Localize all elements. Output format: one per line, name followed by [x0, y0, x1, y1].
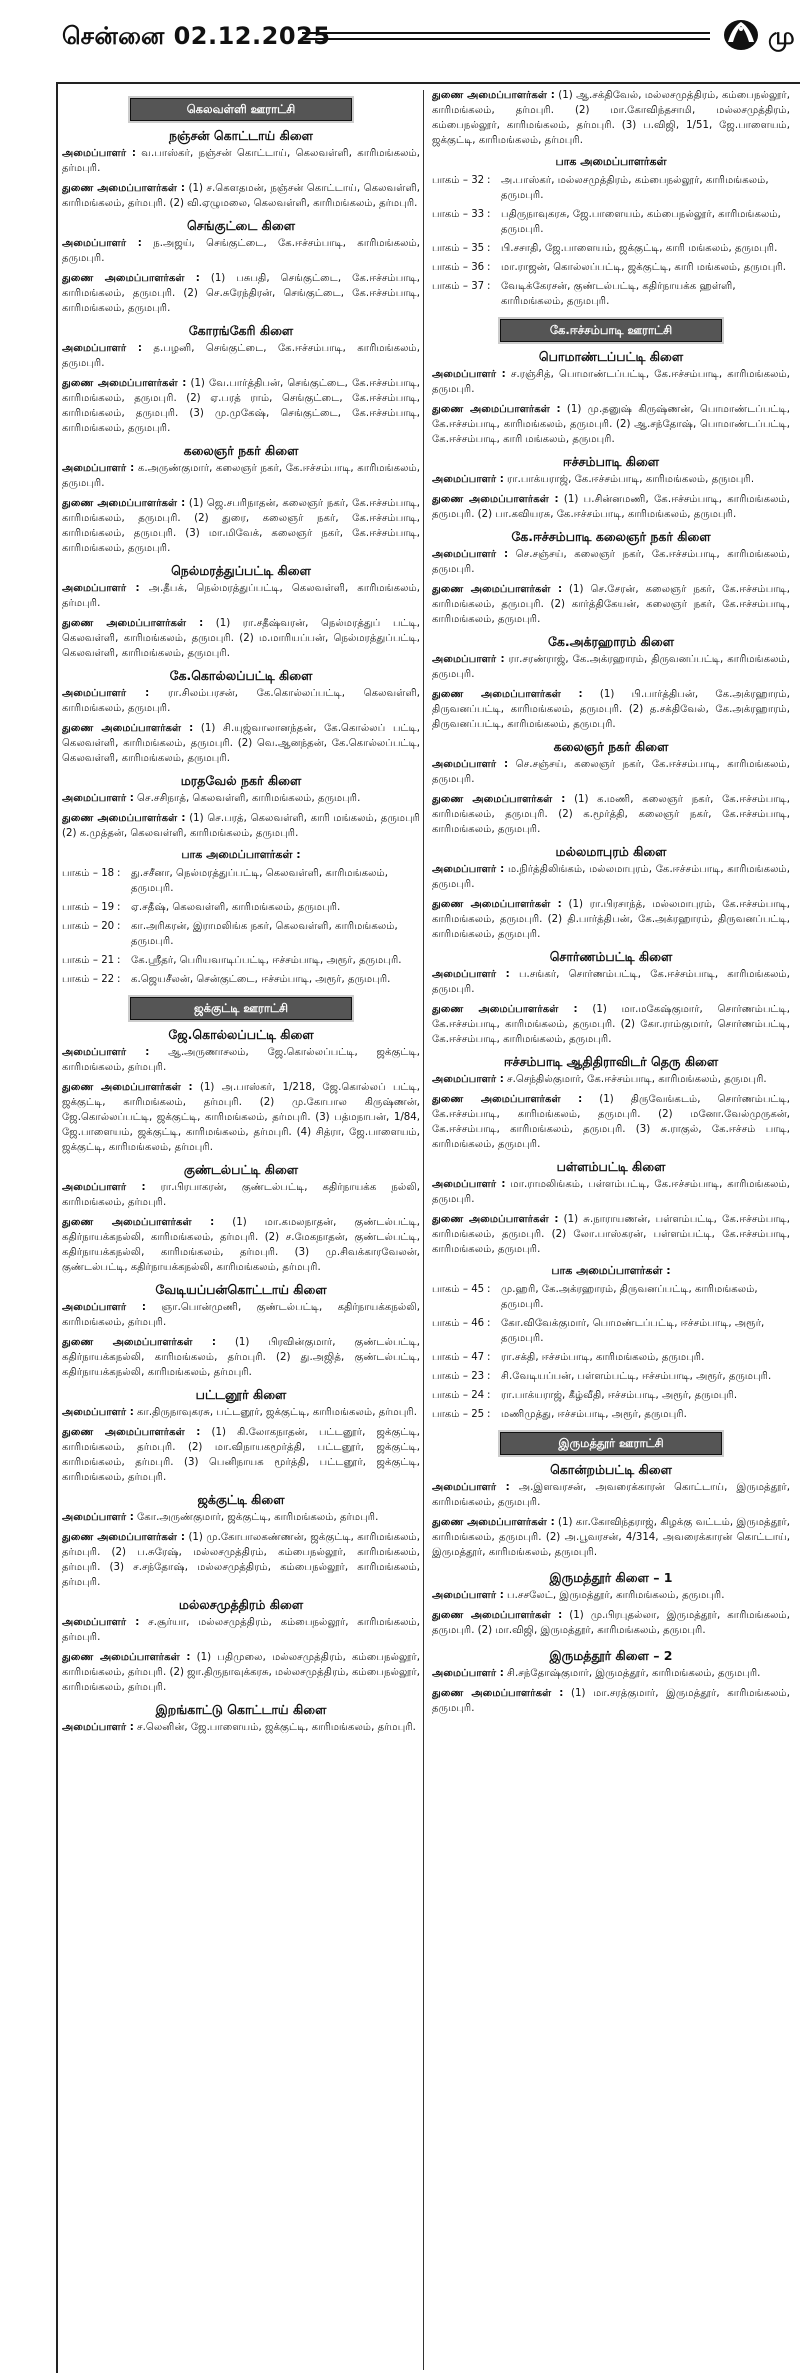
deputy-entry	[432, 1092, 790, 1152]
part-number: பாகம் – 47	[432, 1352, 485, 1363]
part-number: பாகம் – 46	[432, 1318, 485, 1329]
secretary-label: அமைப்பாளர் :	[62, 1512, 134, 1523]
left-column	[62, 88, 420, 2368]
part-row: பாகம் – 32 : அ.பாஸ்கர், மல்லசமுத்திரம், கம்பைநல்லூர், காரிமங்கலம், தருமபுரி.	[432, 173, 790, 203]
deputy-label: துணை அமைப்பாளர்கள் :	[432, 1094, 583, 1105]
deputy-names: (1) திருவேங்கடம், சொர்ணம்பட்டி, கே.ஈச்சம்பாடி, காரிமங்கலம், தருமபுரி. (2) மனோ.வேல்முருகன், கே.ஈச்சம்பாடி, காரிமங்கலம், தருமபுரி. (3) சு.ராகுல், கே.ஈச்சம் பாடி, காரிமங்கலம், தருமபுரி.	[432, 1094, 790, 1150]
deputy-entry	[432, 1212, 790, 1257]
part-number: பாகம் – 32	[432, 175, 485, 186]
deputy-entry	[432, 792, 790, 837]
secretary-label: அமைப்பாளர் :	[62, 1407, 134, 1418]
part-name: கோ.விவேக்குமார், பொமண்டப்பட்டி, ஈச்சம்பாடி, அரூர், தருமபுரி.	[501, 1318, 765, 1344]
deputy-entry	[62, 616, 420, 661]
part-name: க.ஜெயசீலன், சென்குட்டை, ஈச்சம்பாடி, அரூர், தருமபுரி.	[131, 974, 391, 985]
part-row: பாகம் – 36 : மா.ராஜன், கொல்லப்பட்டி, ஜக்குட்டி, காரி மங்கலம், தருமபுரி.	[432, 260, 790, 275]
deputy-names: (1) க.மணி, கலைஞர் நகர், கே.ஈச்சம்பாடி, காரிமங்கலம், தருமபுரி. (2) க.மூர்த்தி, கலைஞர் நகர், கே.ஈச்சம்பாடி, காரிமங்கலம், தருமபுரி.	[432, 794, 790, 835]
secretary-label: அமைப்பாளர் :	[62, 343, 142, 354]
secretary-name: அ.தீபக், நெல்மரத்துப்பட்டி, கெலவள்ளி, காரிமங்கலம், தர்மபுரி.	[62, 583, 420, 609]
secretary-label: அமைப்பாளர் :	[432, 759, 509, 770]
deputy-label: துணை அமைப்பாளர்கள் :	[432, 689, 583, 700]
part-number: பாகம் – 25	[432, 1409, 485, 1420]
deputy-label: துணை அமைப்பாளர்கள் :	[432, 1610, 563, 1621]
deputy-label: துணை அமைப்பாளர்கள் :	[432, 584, 563, 595]
page-header	[0, 0, 800, 70]
deputy-names: (1) வே.பார்த்திபன், செங்குட்டை, கே.ஈச்சம்பாடி, காரிமங்கலம், தருமபுரி. (2) ஏ.பரத் ராம், செங்குட்டை, கே.ஈச்சம்பாடி, காரிமங்கலம், தருமபுரி. (3) மு.முகேஷ், செங்குட்டை, கே.ஈச்சம்பாடி, காரிமங்கலம், தருமபுரி.	[62, 378, 420, 434]
secretary-name: ரா.சரண்ராஜ், கே.அக்ரஹாரம், திருவனப்பட்டி, காரிமங்கலம், தருமபுரி.	[432, 654, 790, 680]
deputy-names: (1) பி.பார்த்திபன், கே.அக்ரஹாரம், திருவனப்பட்டி, காரிமங்கலம், தருமபுரி. (2) த.சக்திவேல், கே.அக்ரஹாரம், திருவனப்பட்டி, காரிமங்கலம், தருமபுரி.	[432, 689, 790, 730]
deputy-entry	[62, 1080, 420, 1155]
branch-title: கே.அக்ரஹாரம் கிளை	[547, 634, 675, 649]
secretary-entry	[432, 1666, 790, 1681]
deputy-label: துணை அமைப்பாளர்கள் :	[432, 1004, 578, 1015]
deputy-names: (1) சு.நாராயணன், பள்ளம்பட்டி, கே.ஈச்சம்பாடி, காரிமங்கலம், தருமபுரி. (2) லோ.பாஸ்கரன், பள்ளம்பட்டி, கே.ஈச்சம்பாடி, காரிமங்கலம், தருமபுரி.	[432, 1214, 790, 1255]
deputy-entry	[62, 376, 420, 436]
branch-title: ஈச்சம்பாடி ஆதிதிராவிடர் தெரு கிளை	[503, 1054, 719, 1069]
deputy-label: துணை அமைப்பாளர்கள் :	[62, 1532, 185, 1543]
secretary-entry	[62, 1300, 420, 1330]
secretary-name: கா.திருநாவுகரசு, பட்டனூர், ஜக்குட்டி, காரிமங்கலம், தர்மபுரி.	[137, 1407, 417, 1418]
deputy-names: (1) செ.சேரன், கலைஞர் நகர், கே.ஈச்சம்பாடி, காரிமங்கலம், தருமபுரி. (2) கார்த்திகேயன், கலைஞர் நகர், கே.ஈச்சம்பாடி, காரிமங்கலம், தருமபுரி.	[432, 584, 790, 625]
branch-title: இருமத்தூர் கிளை – 1	[549, 1570, 673, 1585]
council-heading: கே.ஈச்சம்பாடி ஊராட்சி	[500, 319, 722, 342]
secretary-label: அமைப்பாளர் :	[432, 474, 504, 485]
secretary-label: அமைப்பாளர் :	[62, 148, 136, 159]
deputy-names: (1) மா.மகேஷ்குமார், சொர்ணம்பட்டி, கே.ஈச்சம்பாடி, காரிமங்கலம், தருமபுரி. (2) கோ.ராம்குமார், சொர்ணம்பட்டி, கே.ஈச்சம்பாடி, காரிமங்கலம், தருமபுரி.	[432, 1004, 790, 1045]
secretary-name: ப.சங்கர், சொர்ணம்பட்டி, கே.ஈச்சம்பாடி, காரிமங்கலம், தருமபுரி.	[432, 969, 790, 995]
deputy-names: (1) மா.சரத்குமார், இருமத்தூர், காரிமங்கலம், தருமபுரி.	[432, 1688, 790, 1714]
secretary-label: அமைப்பாளர் :	[62, 583, 140, 594]
secretary-entry	[62, 1045, 420, 1075]
part-number: பாகம் – 22	[62, 974, 115, 985]
deputy-label: துணை அமைப்பாளர்கள் :	[432, 1214, 559, 1225]
deputy-entry	[62, 181, 420, 211]
part-number: பாகம் – 45	[432, 1284, 485, 1295]
branch-title: கோரங்கேரி கிளை	[188, 323, 294, 338]
deputy-label: துணை அமைப்பாளர்கள் :	[62, 498, 186, 509]
deputy-label: துணை அமைப்பாளர்கள் :	[62, 813, 186, 824]
part-row: பாகம் – 24 : ரா.பாக்யராஜ், கீழ்வீதி, ஈச்சம்பாடி, அரூர், தருமபுரி.	[432, 1388, 790, 1403]
part-number: பாகம் – 35	[432, 243, 485, 254]
secretary-label: அமைப்பாளர் :	[432, 1668, 504, 1679]
deputy-names: (1) செ.பரத், கெலவள்ளி, காரி மங்கலம், தருமபுரி (2) க.முத்தன், கெலவள்ளி, காரிமங்கலம், தருமபுரி.	[62, 813, 420, 839]
deputy-entry	[62, 271, 420, 316]
secretary-entry	[432, 367, 790, 397]
secretary-name: செ.சஞ்சய், கலைஞர் நகர், கே.ஈச்சம்பாடி, காரிமங்கலம், தருமபுரி.	[432, 549, 790, 575]
council-heading: இருமத்தூர் ஊராட்சி	[500, 1432, 722, 1455]
secretary-entry	[432, 757, 790, 787]
deputy-label: துணை அமைப்பாளர்கள் :	[432, 1517, 555, 1528]
deputy-names: (1) ஜெ.சபரிநாதன், கலைஞர் நகர், கே.ஈச்சம்பாடி, காரிமங்கலம், தருமபுரி. (2) துரை, கலைஞர் நகர், கே.ஈச்சம்பாடி, காரிமங்கலம், தருமபுரி. (3) மா.மிவேக், கலைஞர் நகர், கே.ஈச்சம்பாடி, காரிமங்கலம், தருமபுரி.	[62, 498, 420, 554]
secretary-label: அமைப்பாளர் :	[62, 1182, 146, 1193]
secretary-label: அமைப்பாளர் :	[432, 654, 505, 665]
deputy-label: துணை அமைப்பாளர்கள் :	[62, 1337, 216, 1348]
part-row: பாகம் – 23 : சி.வேடியப்பன், பள்ளம்பட்டி, ஈச்சம்பாடி, அரூர், தருமபுரி.	[432, 1369, 790, 1384]
part-number: பாகம் – 37	[432, 281, 485, 292]
secretary-label: அமைப்பாளர் :	[432, 1074, 504, 1085]
part-name: ரா.பாக்யராஜ், கீழ்வீதி, ஈச்சம்பாடி, அரூர், தருமபுரி.	[501, 1390, 738, 1401]
part-name: கா.அரிகரன், இராமலிங்க நகர், கெலவள்ளி, காரிமங்கலம், தருமபுரி.	[131, 921, 398, 947]
deputy-entry	[432, 1608, 790, 1638]
branch-title: வேடியப்பன்கொட்டாய் கிளை	[155, 1282, 327, 1297]
branch-title: நெல்மரத்துப்பட்டி கிளை	[171, 563, 311, 578]
branch-title: பட்டனூர் கிளை	[195, 1387, 287, 1402]
deputy-label: துணை அமைப்பாளர்கள் :	[62, 1082, 193, 1093]
secretary-label: அமைப்பாளர் :	[432, 549, 509, 560]
secretary-name: செ.சசிநாத், கெலவள்ளி, காரிமங்கலம், தருமபுரி.	[137, 793, 361, 804]
deputy-entry	[432, 402, 790, 447]
branch-title: பள்ளம்பட்டி கிளை	[556, 1159, 666, 1174]
deputy-names: (1) பிரவின்குமார், குண்டல்பட்டி, கதிர்நாயக்கநல்லி, காரிமங்கலம், தர்மபுரி. (2) து.அஜித், குண்டல்பட்டி, கதிர்நாயக்கநல்லி, காரிமங்கலம், தர்மபுரி.	[62, 1337, 420, 1378]
deputy-entry	[62, 1335, 420, 1380]
part-row: பாகம் – 25 : மணிமுத்து, ஈச்சம்பாடி, அரூர், தருமபுரி.	[432, 1407, 790, 1422]
secretary-name: ச.ரஞ்சித், பொமாண்டப்பட்டி, கே.ஈச்சம்பாடி, காரிமங்கலம், தருமபுரி.	[432, 369, 790, 395]
deputy-entry	[432, 582, 790, 627]
part-number: பாகம் – 23	[432, 1371, 485, 1382]
secretary-name: கோ.அருண்குமார், ஜக்குட்டி, காரிமங்கலம், தர்மபுரி.	[137, 1512, 379, 1523]
deputy-entry	[62, 496, 420, 556]
secretary-entry	[62, 341, 420, 371]
part-heading: பாக அமைப்பாளர்கள்	[555, 155, 667, 168]
deputy-entry	[62, 1215, 420, 1275]
deputy-names: (1) அ.பாஸ்கர், 1/218, ஜே.கொல்லப் பட்டி, ஜக்குட்டி, காரிமங்கலம், தர்மபுரி. (2) மு.கோபால கிருஷ்ணன், ஜே.கொல்லப்பட்டி, ஜக்குட்டி, காரிமங்கலம், தர்மபுரி. (3) பத்மநாபன், 1/84, ஜே.பாளையம், ஜக்குட்டி, காரிமங்கலம், தர்மபுரி. (4) சித்ரா, ஜே.பாளையம், ஜக்குட்டி, காரிமங்கலம், தர்மபுரி.	[62, 1082, 420, 1153]
part-number: பாகம் – 24	[432, 1390, 485, 1401]
secretary-label: அமைப்பாளர் :	[62, 463, 135, 474]
secretary-name: செ.சஞ்சய், கலைஞர் நகர், கே.ஈச்சம்பாடி, காரிமங்கலம், தருமபுரி.	[432, 759, 790, 785]
branch-title: ஜக்குட்டி கிளை	[197, 1492, 285, 1507]
secretary-label: அமைப்பாளர் :	[62, 238, 142, 249]
deputy-entry	[432, 1515, 790, 1560]
column-divider	[423, 90, 424, 2370]
deputy-entry	[432, 1686, 790, 1716]
deputy-entry	[62, 811, 420, 841]
right-column	[432, 88, 790, 2368]
secretary-name: அ.இளவரசன், அவரைக்காரன் கொட்டாய், இருமத்தூர், காரிமங்கலம், தருமபுரி.	[432, 1482, 790, 1508]
secretary-name: ஞா.பொன்முணி, குண்டல்பட்டி, கதிர்நாயக்கநல்லி, காரிமங்கலம், தர்மபுரி.	[62, 1302, 420, 1328]
council-heading: கெலவள்ளி ஊராட்சி	[130, 98, 352, 121]
deputy-names: (1) மு.கோபாலகண்ணன், ஜக்குட்டி, காரிமங்கலம், தர்மபுரி. (2) ப.சுரேஷ், மல்லசமுத்திரம், கம்பைநல்லூர், காரிமங்கலம், தர்மபுரி. (3) ச.சந்தோஷ், மல்லசமுத்திரம், கம்பைநல்லூர், காரிமங்கலம், தர்மபுரி.	[62, 1532, 420, 1588]
secretary-name: ச.லெனின், ஜே.பாளையம், ஜக்குட்டி, காரிமங்கலம், தர்மபுரி.	[137, 1722, 416, 1733]
deputy-label: துணை அமைப்பாளர்கள் :	[62, 723, 194, 734]
part-row: பாகம் – 45 : மு.ஹரி, கே.அக்ரஹாரம், திருவனப்பட்டி, காரிமங்கலம், தருமபுரி.	[432, 1282, 790, 1312]
secretary-entry	[62, 1180, 420, 1210]
secretary-entry	[432, 1588, 790, 1603]
deputy-label: துணை அமைப்பாளர்கள் :	[62, 273, 200, 284]
branch-title: நஞ்சன் கொட்டாய் கிளை	[169, 128, 313, 143]
part-name: சி.வேடியப்பன், பள்ளம்பட்டி, ஈச்சம்பாடி, அரூர், தருமபுரி.	[501, 1371, 772, 1382]
part-row: பாகம் – 19 : ஏ.சதீஷ், கெலவள்ளி, காரிமங்கலம், தருமபுரி.	[62, 900, 420, 915]
deputy-entry	[432, 687, 790, 732]
secretary-name: ம.நிர்த்திலிங்கம், மல்லமாபுரம், கே.ஈச்சம்பாடி, காரிமங்கலம், தருமபுரி.	[432, 864, 790, 890]
part-name: து.சசீனா, நெல்மரத்துப்பட்டி, கெலவள்ளி, காரிமங்கலம், தருமபுரி.	[131, 868, 389, 894]
branch-title: இறங்காட்டு கொட்டாய் கிளை	[155, 1702, 327, 1717]
header-suffix: மு	[768, 22, 795, 50]
secretary-label: அமைப்பாளர் :	[432, 1179, 506, 1190]
secretary-entry	[432, 472, 790, 487]
deputy-entry	[432, 897, 790, 942]
header-rule	[302, 32, 710, 40]
secretary-entry	[62, 1615, 420, 1645]
secretary-name: ச.சூர்யா, மல்லசமுத்திரம், கம்பைநல்லூர், காரிமங்கலம், தர்மபுரி.	[62, 1617, 420, 1643]
deputy-label: துணை அமைப்பாளர்கள் :	[432, 90, 555, 101]
secretary-entry	[62, 146, 420, 176]
secretary-entry	[62, 581, 420, 611]
part-name: பி.சசாதி, ஜே.பாளையம், ஜக்குட்டி, காரி மங்கலம், தருமபுரி.	[501, 243, 778, 254]
header-date: சென்னை 02.12.2025	[62, 22, 331, 50]
secretary-entry	[62, 686, 420, 716]
secretary-entry	[432, 1177, 790, 1207]
part-heading: பாக அமைப்பாளர்கள் :	[551, 1264, 671, 1277]
deputy-entry	[432, 1002, 790, 1047]
deputy-label: துணை அமைப்பாளர்கள் :	[62, 1652, 191, 1663]
secretary-entry	[62, 1510, 420, 1525]
secretary-name: சி.சந்தோஷ்குமார், இருமத்தூர், காரிமங்கலம், தருமபுரி.	[507, 1668, 761, 1679]
deputy-label: துணை அமைப்பாளர்கள் :	[432, 494, 559, 505]
deputy-label: துணை அமைப்பாளர்கள் :	[62, 378, 187, 389]
secretary-label: அமைப்பாளர் :	[432, 1482, 510, 1493]
deputy-names: (1) ச.கௌதமன், நஞ்சன் கொட்டாய், கெலவள்ளி, காரிமங்கலம், தர்மபுரி. (2) வி.ஏழுமலை, கெலவள்ளி, காரிமங்கலம், தர்மபுரி.	[62, 183, 420, 209]
secretary-name: மா.ராமலிங்கம், பள்ளம்பட்டி, கே.ஈச்சம்பாடி, காரிமங்கலம், தருமபுரி.	[432, 1179, 790, 1205]
part-row: பாகம் – 37 : வேடிக்கேரசன், குண்டல்பட்டி, கதிர்நாயக்க ஹள்ளி, காரிமங்கலம், தருமபுரி.	[432, 279, 790, 309]
part-name: மா.ராஜன், கொல்லப்பட்டி, ஜக்குட்டி, காரி மங்கலம், தருமபுரி.	[501, 262, 787, 273]
secretary-name: ரா.சிலம்பரசன், கே.கொல்லப்பட்டி, கெலவள்ளி, காரிமங்கலம், தருமபுரி.	[62, 688, 420, 714]
deputy-names: (1) பசுபதி, செங்குட்டை, கே.ஈச்சம்பாடி, காரிமங்கலம், தருமபுரி. (2) செ.சுரேந்திரன், செங்குட்டை, கே.ஈச்சம்பாடி, காரிமங்கலம், தருமபுரி.	[62, 273, 420, 314]
part-number: பாகம் – 33	[432, 209, 485, 220]
secretary-name: க.அருண்குமார், கலைஞர் நகர், கே.ஈச்சம்பாடி, காரிமங்கலம், தருமபுரி.	[62, 463, 420, 489]
deputy-entry	[62, 1425, 420, 1485]
part-name: மணிமுத்து, ஈச்சம்பாடி, அரூர், தருமபுரி.	[501, 1409, 687, 1420]
secretary-entry	[62, 236, 420, 266]
branch-title: கொன்றம்பட்டி கிளை	[550, 1462, 672, 1477]
secretary-label: அமைப்பாளர் :	[62, 1047, 150, 1058]
deputy-entry	[62, 721, 420, 766]
secretary-entry	[62, 1720, 420, 1735]
branch-title: கலைஞர் நகர் கிளை	[553, 739, 669, 754]
deputy-entry	[62, 1650, 420, 1695]
part-row: பாகம் – 46 : கோ.விவேக்குமார், பொமண்டப்பட்டி, ஈச்சம்பாடி, அரூர், தருமபுரி.	[432, 1316, 790, 1346]
secretary-entry	[62, 791, 420, 806]
deputy-label: துணை அமைப்பாளர்கள் :	[62, 1217, 215, 1228]
deputy-names: (1) பதிமுலை, மல்லசமுத்திரம், கம்பைநல்லூர், காரிமங்கலம், தர்மபுரி. (2) ஜா.திருநாவுக்கரசு, மல்லசமுத்திரம், கம்பைநல்லூர், காரிமங்கலம், தர்மபுரி.	[62, 1652, 420, 1693]
part-number: பாகம் – 19	[62, 902, 115, 913]
council-heading: ஜக்குட்டி ஊராட்சி	[130, 997, 352, 1020]
secretary-name: ச.செந்தில்குமார், கே.ஈச்சம்பாடி, காரிமங்கலம், தருமபுரி.	[507, 1074, 767, 1085]
secretary-name: ஆ.அருணாசலம், ஜே.கொல்லப்பட்டி, ஜக்குட்டி, காரிமங்கலம், தர்மபுரி.	[62, 1047, 420, 1073]
secretary-entry	[62, 1405, 420, 1420]
part-row: பாகம் – 35 : பி.சசாதி, ஜே.பாளையம், ஜக்குட்டி, காரி மங்கலம், தருமபுரி.	[432, 241, 790, 256]
part-number: பாகம் – 21	[62, 955, 115, 966]
secretary-label: அமைப்பாளர் :	[432, 1590, 504, 1601]
secretary-label: அமைப்பாளர் :	[62, 1302, 146, 1313]
secretary-label: அமைப்பாளர் :	[432, 369, 506, 380]
secretary-name: வ.பாஸ்கர், நஞ்சன் கொட்டாய், கெலவள்ளி, காரிமங்கலம், தர்மபுரி.	[62, 148, 420, 174]
secretary-entry	[432, 652, 790, 682]
part-heading: பாக அமைப்பாளர்கள் :	[181, 848, 301, 861]
deputy-entry	[432, 492, 790, 522]
deputy-label: துணை அமைப்பாளர்கள் :	[62, 183, 185, 194]
part-name: கே.ஸ்ரீதர், பெரியவாடிப்பட்டி, ஈச்சம்பாடி, அரூர், தருமபுரி.	[131, 955, 402, 966]
deputy-names: (1) மு.தனுஷ் கிருஷ்ணன், பொமாண்டப்பட்டி, கே.ஈச்சம்பாடி, காரிமங்கலம், தருமபுரி. (2) ஆ.சந்தோஷ், பொமாண்டப்பட்டி, கே.ஈச்சம்பாடி, காரி மங்கலம், தருமபுரி.	[432, 404, 790, 445]
secretary-label: அமைப்பாளர் :	[62, 793, 134, 804]
branch-title: இருமத்தூர் கிளை – 2	[549, 1648, 673, 1663]
deputy-names: (1) மு.பிரபுதல்லா, இருமத்தூர், காரிமங்கலம், தருமபுரி. (2) மா.விஜி, இருமத்தூர், காரிமங்கலம், தருமபுரி.	[432, 1610, 790, 1636]
deputy-label: துணை அமைப்பாளர்கள் :	[432, 1688, 564, 1699]
secretary-entry	[432, 862, 790, 892]
branch-title: கே.கொல்லப்பட்டி கிளை	[169, 668, 313, 683]
branch-title: மல்லசமுத்திரம் கிளை	[178, 1597, 304, 1612]
secretary-label: அமைப்பாளர் :	[62, 1722, 134, 1733]
deputy-names: (1) சி.யுஜ்வாலானந்தன், கே.கொல்லப் பட்டி, கெலவள்ளி, காரிமங்கலம், தருமபுரி. (2) வெ.ஆனந்தன், கே.கொல்லப்பட்டி, கெலவள்ளி, காரிமங்கலம், தருமபுரி.	[62, 723, 420, 764]
secretary-name: ரா.பிரபாகரன், குண்டல்பட்டி, கதிர்நாயக்க நல்லி, காரிமங்கலம், தர்மபுரி.	[62, 1182, 420, 1208]
part-number: பாகம் – 20	[62, 921, 115, 932]
deputy-entry	[62, 1530, 420, 1590]
secretary-label: அமைப்பாளர் :	[62, 1617, 140, 1628]
part-number: பாகம் – 36	[432, 262, 485, 273]
branch-title: மல்லமாபுரம் கிளை	[555, 844, 667, 859]
deputy-names: (1) ஆ.சக்திவேல், மல்லசமுத்திரம், கம்பைநல்லூர், காரிமங்கலம், தர்மபுரி. (2) மா.கோவிந்தசாமி, மல்லசமுத்திரம், கம்பைநல்லூர், காரிமங்கலம், தர்மபுரி. (3) ப.விஜி, 1/51, ஜே.பாளையம், ஜக்குட்டி, காரிமங்கலம், தர்மபுரி.	[432, 90, 790, 146]
branch-title: சொர்ணம்பட்டி கிளை	[549, 949, 673, 964]
secretary-entry	[62, 461, 420, 491]
branch-title: ஈச்சம்பாடி கிளை	[562, 454, 660, 469]
branch-title: மரதவேல் நகர் கிளை	[180, 773, 302, 788]
secretary-label: அமைப்பாளர் :	[62, 688, 150, 699]
deputy-label: துணை அமைப்பாளர்கள் :	[62, 1427, 201, 1438]
deputy-label: துணை அமைப்பாளர்கள் :	[432, 794, 566, 805]
part-name: அ.பாஸ்கர், மல்லசமுத்திரம், கம்பைநல்லூர், காரிமங்கலம், தருமபுரி.	[501, 175, 769, 201]
deputy-names: (1) ப.சின்னமணி, கே.ஈச்சம்பாடி, காரிமங்கலம், தருமபுரி. (2) பா.கவியரசு, கே.ஈச்சம்பாடி, காரிமங்கலம், தருமபுரி.	[432, 494, 790, 520]
secretary-label: அமைப்பாளர் :	[432, 864, 505, 875]
part-row: பாகம் – 33 : பதிருநாவுகரசு, ஜே.பாளையம், கம்பைநல்லூர், காரிமங்கலம், தருமபுரி.	[432, 207, 790, 237]
part-row: பாகம் – 18 : து.சசீனா, நெல்மரத்துப்பட்டி, கெலவள்ளி, காரிமங்கலம், தருமபுரி.	[62, 866, 420, 896]
part-name: ஏ.சதீஷ், கெலவள்ளி, காரிமங்கலம், தருமபுரி.	[131, 902, 341, 913]
part-row: பாகம் – 47 : ரா.சக்தி, ஈச்சம்பாடி, காரிமங்கலம், தருமபுரி.	[432, 1350, 790, 1365]
deputy-label: துணை அமைப்பாளர்கள் :	[62, 618, 204, 629]
secretary-name: ரா.பாக்யராஜ், கே.ஈச்சம்பாடி, காரிமங்கலம், தருமபுரி.	[507, 474, 755, 485]
party-logo-icon	[722, 18, 760, 52]
deputy-names: (1) கா.கோவிந்தராஜ், கிழக்கு வட்டம், இருமத்தூர், காரிமங்கலம், தருமபுரி. (2) அ.பூவரசன், 4/314, அவரைக்காரன் கொட்டாய், இருமத்தூர், காரிமங்கலம், தருமபுரி.	[432, 1517, 790, 1558]
deputy-names: (1) மா.கமலநாதன், குண்டல்பட்டி, கதிர்நாயக்கநல்லி, காரிமங்கலம், தர்மபுரி. (2) ச.மேகநாதன், குண்டல்பட்டி, கதிர்நாயக்கநல்லி, காரிமங்கலம், தர்மபுரி. (3) மு.சிவக்காரவேலன், குண்டல்பட்டி, கதிர்நாயக்கநல்லி, காரிமங்கலம், தர்மபுரி.	[62, 1217, 420, 1273]
secretary-entry	[432, 1072, 790, 1087]
secretary-entry	[432, 1480, 790, 1510]
part-name: மு.ஹரி, கே.அக்ரஹாரம், திருவனப்பட்டி, காரிமங்கலம், தருமபுரி.	[501, 1284, 758, 1310]
branch-title: செங்குட்டை கிளை	[186, 218, 296, 233]
secretary-name: ப.சசலேட், இருமத்தூர், காரிமங்கலம், தருமபுரி.	[507, 1590, 725, 1601]
part-row: பாகம் – 22 : க.ஜெயசீலன், சென்குட்டை, ஈச்சம்பாடி, அரூர், தருமபுரி.	[62, 972, 420, 987]
secretary-entry	[432, 967, 790, 997]
secretary-entry	[432, 547, 790, 577]
deputy-entry	[432, 88, 790, 148]
branch-title: கலைஞர் நகர் கிளை	[183, 443, 299, 458]
branch-title: ஜே.கொல்லப்பட்டி கிளை	[168, 1027, 314, 1042]
branch-title: பொமாண்டப்பட்டி கிளை	[538, 349, 684, 364]
part-row: பாகம் – 20 : கா.அரிகரன், இராமலிங்க நகர், கெலவள்ளி, காரிமங்கலம், தருமபுரி.	[62, 919, 420, 949]
deputy-names: (1) ரா.சதீஷ்வரன், நெல்மரத்துப் பட்டி, கெலவள்ளி, காரிமங்கலம், தருமபுரி. (2) ம.மாரியப்பன், நெல்மரத்துப்பட்டி, கெலவள்ளி, காரிமங்கலம், தருமபுரி.	[62, 618, 420, 659]
part-name: பதிருநாவுகரசு, ஜே.பாளையம், கம்பைநல்லூர், காரிமங்கலம், தருமபுரி.	[501, 209, 781, 235]
deputy-names: (1) கி.லோகநாதன், பட்டனூர், ஜக்குட்டி, காரிமங்கலம், தர்மபுரி. (2) மா.விநாயகமூர்த்தி, பட்டனூர், ஜக்குட்டி, காரிமங்கலம், தர்மபுரி. (3) பெனிநாயக மூர்த்தி, பட்டனூர், ஜக்குட்டி, காரிமங்கலம், தர்மபுரி.	[62, 1427, 420, 1483]
deputy-label: துணை அமைப்பாளர்கள் :	[432, 899, 562, 910]
secretary-label: அமைப்பாளர் :	[432, 969, 510, 980]
secretary-name: ந.அஜய், செங்குட்டை, கே.ஈச்சம்பாடி, காரிமங்கலம், தருமபுரி.	[62, 238, 420, 264]
deputy-names: (1) ரா.பிரசாந்த், மல்லமாபுரம், கே.ஈச்சம்பாடி, காரிமங்கலம், தருமபுரி. (2) தி.பார்த்திபன், கே.அக்ரஹாரம், திருவனப்பட்டி, காரிமங்கலம், தருமபுரி.	[432, 899, 790, 940]
part-row: பாகம் – 21 : கே.ஸ்ரீதர், பெரியவாடிப்பட்டி, ஈச்சம்பாடி, அரூர், தருமபுரி.	[62, 953, 420, 968]
branch-title: கே.ஈச்சம்பாடி கலைஞர் நகர் கிளை	[511, 529, 711, 544]
branch-title: குண்டல்பட்டி கிளை	[183, 1162, 299, 1177]
part-name: ரா.சக்தி, ஈச்சம்பாடி, காரிமங்கலம், தருமபுரி.	[501, 1352, 705, 1363]
secretary-name: த.பழனி, செங்குட்டை, கே.ஈச்சம்பாடி, காரிமங்கலம், தருமபுரி.	[62, 343, 420, 369]
deputy-label: துணை அமைப்பாளர்கள் :	[432, 404, 561, 415]
part-name: வேடிக்கேரசன், குண்டல்பட்டி, கதிர்நாயக்க ஹள்ளி, காரிமங்கலம், தருமபுரி.	[501, 281, 736, 307]
part-number: பாகம் – 18	[62, 868, 115, 879]
